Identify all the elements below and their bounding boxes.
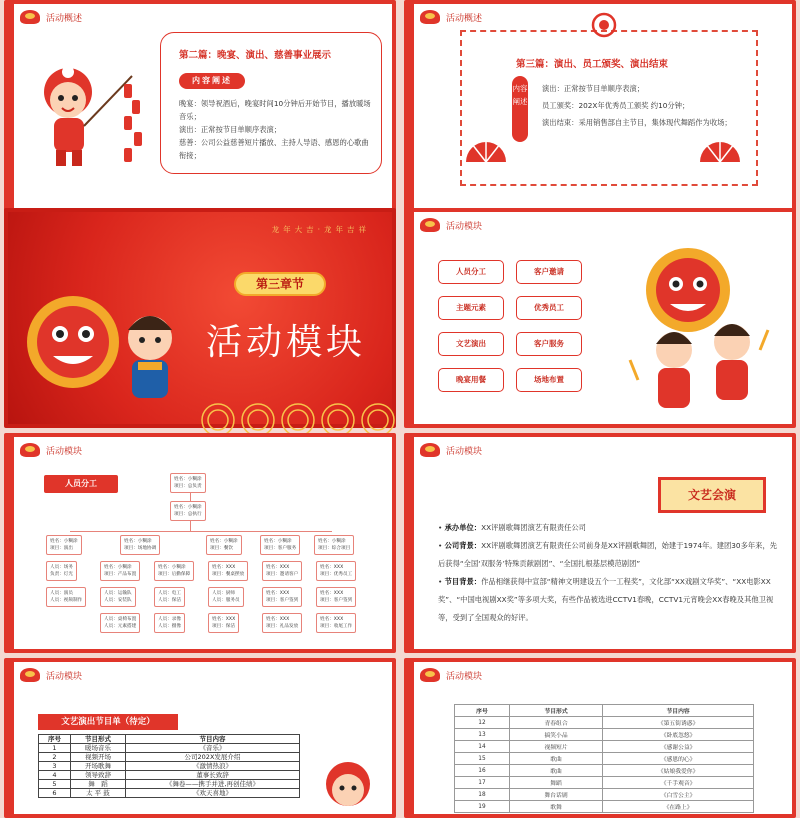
section-title: 第二篇：晚宴、演出、慈善事业展示 — [179, 50, 332, 61]
slide-6[interactable] — [404, 433, 796, 653]
table-cell: 13 — [455, 729, 510, 741]
table-row — [39, 744, 300, 753]
slide-header — [20, 10, 82, 24]
table-row — [455, 789, 754, 801]
table-cell: 开场歌舞 — [70, 762, 125, 771]
program-table — [454, 704, 754, 813]
program-title: 文艺演出节目单（待定） — [38, 714, 178, 730]
org-line: 项目：餐桌摆放 — [212, 572, 245, 577]
accent-strip — [8, 4, 14, 216]
org-line: 人员：安装队 — [104, 598, 132, 603]
module-button[interactable]: 主题元素 — [438, 296, 504, 320]
table-row — [39, 762, 300, 771]
org-node — [316, 587, 356, 607]
org-line: 项目：邀请客户 — [266, 572, 299, 577]
papercut-fan-right-icon — [698, 134, 742, 164]
org-line: 项目：后勤保障 — [158, 572, 191, 577]
header-label: 活动概述 — [446, 13, 483, 24]
table-cell: 《舞卷——携手并进,再创佳绩》 — [125, 780, 299, 789]
table-row — [455, 729, 754, 741]
table-cell: 6 — [39, 789, 71, 798]
slide-8[interactable] — [404, 658, 796, 818]
table-header: 节目内容 — [125, 735, 299, 744]
module-button[interactable]: 场地布置 — [516, 368, 582, 392]
org-line: 项目：客户签到 — [320, 598, 353, 603]
org-node — [208, 587, 244, 607]
company-info — [438, 519, 782, 627]
org-node — [208, 613, 239, 633]
lion-head-icon — [420, 10, 440, 24]
org-line: 项目：礼品发放 — [266, 624, 299, 629]
table-cell: 歌舞 — [509, 801, 602, 813]
org-node-top — [170, 473, 206, 493]
org-line: 人员：摄像 — [158, 624, 181, 629]
org-line: 项目：收尾工作 — [320, 624, 353, 629]
table-cell: 公司202X发展介绍 — [125, 753, 299, 762]
table-row — [455, 765, 754, 777]
info-label: 节目背景： — [444, 577, 482, 586]
org-node — [100, 561, 140, 581]
motto-text: 龙年大吉·龙年吉祥 — [271, 225, 370, 234]
org-line: 项目：客户签到 — [266, 598, 299, 603]
org-line: 人员：运输队 — [104, 591, 132, 596]
table-cell: 《姑娘我爱你》 — [603, 765, 754, 777]
org-node — [100, 613, 140, 633]
table-header: 节目形式 — [509, 705, 602, 717]
org-line: 姓名：小糊涂 — [104, 565, 132, 570]
table-cell: 歌曲 — [509, 753, 602, 765]
org-node — [100, 587, 136, 607]
org-node — [206, 535, 242, 555]
slide-header — [420, 10, 482, 24]
org-node — [314, 535, 354, 555]
lion-head-icon — [20, 10, 40, 24]
slide-header — [20, 443, 82, 457]
table-cell: 《第五街诱惑》 — [603, 717, 754, 729]
org-line: 项目：保洁 — [212, 624, 235, 629]
table-row — [39, 789, 300, 798]
lion-head-icon — [420, 218, 440, 232]
org-line: 姓名：XXX — [266, 565, 290, 570]
table-header: 节目形式 — [70, 735, 125, 744]
module-button[interactable]: 人员分工 — [438, 260, 504, 284]
slide-header — [20, 668, 82, 682]
module-button[interactable]: 文艺演出 — [438, 332, 504, 356]
org-line: 项目：场地协调 — [124, 546, 157, 551]
lion-dance-children-illustration — [608, 240, 788, 420]
org-node-mid — [170, 501, 206, 521]
header-label: 活动模块 — [446, 221, 483, 232]
table-cell: 暖场音乐 — [70, 744, 125, 753]
org-line: 姓名：XXX — [266, 617, 290, 622]
table-cell: 12 — [455, 717, 510, 729]
chapter-title: 活动模块 — [206, 322, 367, 363]
org-line: 人员：厨师 — [212, 591, 235, 596]
slide-7[interactable] — [4, 658, 396, 818]
table-row — [455, 717, 754, 729]
module-button[interactable]: 优秀员工 — [516, 296, 582, 320]
header-label: 活动模块 — [446, 671, 483, 682]
org-node — [154, 587, 185, 607]
table-header-row — [39, 735, 300, 744]
accent-strip — [8, 662, 14, 814]
chapter-badge: 第三章节 — [234, 272, 326, 296]
table-cell: 《欢天喜地》 — [125, 789, 299, 798]
papercut-fan-left-icon — [464, 134, 508, 164]
org-line: 人员：保洁 — [158, 598, 181, 603]
table-cell: 《在路上》 — [603, 801, 754, 813]
table-cell: 《音乐》 — [125, 744, 299, 753]
info-item: • 节目背景：作品相继获得中宣部“精神文明建设五个一工程奖”，文化部“XX戏剧文华奖”、“XX电影XX奖”、“中国电视剧XX奖”等多项大奖，有些作品被选进CCTV1春晚，CCTV1元宵晚会XX春晚及其他卫视等，受到了全国观众的好评。 — [438, 577, 774, 622]
accent-strip — [408, 212, 414, 424]
org-line: 姓名：小糊涂 — [318, 539, 346, 544]
slide-1[interactable] — [4, 0, 396, 220]
info-text: XX评剧歌舞团演艺有限责任公司前身是XX评剧歌舞团，始建于1974年。建团30多年来，先后获得“全国‘双服务’特殊贡献剧团”、“全国扎根基层模范剧团” — [438, 541, 778, 568]
papercut-medallion-icon — [584, 12, 624, 38]
table-cell: 15 — [455, 753, 510, 765]
org-line: 人员：演员 — [50, 591, 73, 596]
table-cell: 《感恩的心》 — [603, 753, 754, 765]
table-cell: 舞 蹈 — [70, 780, 125, 789]
org-line: 姓名：小糊涂 — [158, 565, 186, 570]
table-cell: 歌曲 — [509, 765, 602, 777]
org-node — [154, 613, 185, 633]
header-label: 活动模块 — [46, 671, 83, 682]
table-cell: 《白雪公主》 — [603, 789, 754, 801]
table-row — [455, 801, 754, 813]
table-cell: 视频开场 — [70, 753, 125, 762]
content-box — [160, 32, 382, 174]
org-line: 姓名：XXX — [320, 591, 344, 596]
table-cell: 舞台话剧 — [509, 789, 602, 801]
table-cell: 5 — [39, 780, 71, 789]
org-line: 项目：总负责 — [174, 484, 202, 489]
table-row — [455, 741, 754, 753]
section-title: 第三篇：演出、员工颁奖、演出结束 — [516, 59, 669, 70]
content-line: 演出结束：采用销售部自主节目，集体现代舞蹈作为收场； — [542, 118, 732, 127]
org-line: 人员：场务 — [50, 565, 73, 570]
org-line: 姓名：XXX — [212, 565, 236, 570]
table-cell: 18 — [455, 789, 510, 801]
module-button[interactable]: 晚宴用餐 — [438, 368, 504, 392]
title-plaque: 文艺会演 — [658, 477, 766, 513]
org-node — [260, 535, 300, 555]
table-cell: 14 — [455, 741, 510, 753]
org-line: 项目：优秀员工 — [320, 572, 353, 577]
org-line: 项目：总执行 — [174, 512, 202, 517]
table-cell: 2 — [39, 753, 71, 762]
org-line: 人员：元素搭建 — [104, 624, 137, 629]
org-line: 人员：录像 — [158, 617, 181, 622]
content-line: 员工颁奖：202X年优秀员工颁奖 约10分钟； — [542, 101, 690, 110]
org-line: 人员：电工 — [158, 591, 181, 596]
content-pill: 内容阐述 — [512, 76, 528, 142]
org-node — [46, 535, 82, 555]
content-lines — [542, 80, 732, 131]
slide-5[interactable] — [4, 433, 396, 653]
org-line: 姓名：XXX — [320, 565, 344, 570]
table-cell: 《卧底忽悠》 — [603, 729, 754, 741]
header-label: 活动模块 — [446, 446, 483, 457]
org-line: 姓名：小糊涂 — [124, 539, 152, 544]
header-label: 活动模块 — [46, 446, 83, 457]
table-cell: 青春组合 — [509, 717, 602, 729]
content-pill: 内容阐述 — [179, 73, 245, 89]
module-button[interactable]: 客户邀请 — [516, 260, 582, 284]
info-label: 承办单位： — [444, 523, 482, 532]
org-node — [46, 587, 86, 607]
section-ribbon: 人员分工 — [44, 475, 118, 493]
org-line: 人员：服务员 — [212, 598, 240, 603]
slide-header — [420, 218, 482, 232]
lion-head-icon — [20, 443, 40, 457]
table-cell: 4 — [39, 771, 71, 780]
info-item: • 公司背景：XX评剧歌舞团演艺有限责任公司前身是XX评剧歌舞团，始建于1974年。建团30多年来，先后获得“全国‘双服务’特殊贡献剧团”、“全国扎根基层模范剧团” — [438, 541, 778, 568]
org-connector — [70, 531, 332, 532]
table-cell: 《千手观音》 — [603, 777, 754, 789]
org-line: 姓名：XXX — [266, 591, 290, 596]
table-cell: 舞蹈 — [509, 777, 602, 789]
org-node — [316, 561, 356, 581]
auspicious-clouds-decoration — [8, 384, 400, 424]
slide-header — [420, 668, 482, 682]
table-cell: 16 — [455, 765, 510, 777]
module-button-grid — [438, 260, 582, 392]
info-label: 公司背景： — [444, 541, 482, 550]
lion-head-icon — [20, 668, 40, 682]
info-text: 作品相继获得中宣部“精神文明建设五个一工程奖”，文化部“XX戏剧文华奖”、“XX电影XX奖”、“中国电视剧XX奖”等多项大奖，有些作品被选进CCTV1春晚，CCTV1元宵晚会XX春晚及其他卫视等，受到了全国观众的好评。 — [438, 577, 774, 622]
org-line: 负责：灯光 — [50, 572, 73, 577]
org-line: 姓名：XXX — [212, 617, 236, 622]
info-text: XX评剧歌舞团演艺有限责任公司 — [481, 523, 586, 532]
table-cell: 3 — [39, 762, 71, 771]
org-line: 姓名：XXX — [320, 617, 344, 622]
table-cell: 董事长致辞 — [125, 771, 299, 780]
org-line: 人员：视频制作 — [50, 598, 83, 603]
org-node — [316, 613, 356, 633]
accent-strip — [408, 437, 414, 649]
table-cell: 1 — [39, 744, 71, 753]
org-node — [46, 561, 77, 581]
org-line: 项目：餐饮 — [210, 546, 233, 551]
org-line: 项目：产品布置 — [104, 572, 137, 577]
org-node — [262, 587, 302, 607]
org-line: 姓名：小糊涂 — [210, 539, 238, 544]
lion-head-icon — [420, 443, 440, 457]
header-label: 活动概述 — [46, 13, 83, 24]
slide-2[interactable] — [404, 0, 796, 220]
table-cell: 《感谢公益》 — [603, 741, 754, 753]
org-line: 项目：演出 — [50, 546, 73, 551]
slide-4[interactable] — [404, 208, 796, 428]
table-cell: 19 — [455, 801, 510, 813]
slide-header — [420, 443, 482, 457]
program-table — [38, 734, 300, 798]
slide-3[interactable] — [4, 208, 396, 428]
org-line: 项目：客户服务 — [264, 546, 297, 551]
accent-strip — [408, 4, 414, 216]
org-line: 项目：综合项目 — [318, 546, 351, 551]
content-line: 演出：正常按节目单顺序表演； — [542, 84, 645, 93]
module-button[interactable]: 客户服务 — [516, 332, 582, 356]
child-illustration — [308, 754, 388, 814]
table-header: 节目内容 — [603, 705, 754, 717]
lion-head-icon — [420, 668, 440, 682]
table-cell: 领导致辞 — [70, 771, 125, 780]
accent-strip — [408, 662, 414, 814]
org-node — [262, 561, 302, 581]
table-cell: 搞笑小品 — [509, 729, 602, 741]
content-lines — [179, 97, 371, 162]
table-cell: 视频短片 — [509, 741, 602, 753]
accent-strip — [8, 437, 14, 649]
org-line: 姓名：小糊涂 — [264, 539, 292, 544]
org-node — [120, 535, 160, 555]
org-line: 姓名：小糊涂 — [174, 477, 202, 482]
info-item: • 承办单位：XX评剧歌舞团演艺有限责任公司 — [438, 523, 586, 532]
table-cell: 17 — [455, 777, 510, 789]
org-line: 姓名：小糊涂 — [174, 505, 202, 510]
org-node — [208, 561, 248, 581]
table-row — [39, 780, 300, 789]
org-node — [262, 613, 302, 633]
child-with-firecrackers-illustration — [28, 54, 158, 184]
content-line: 演出：正常按节目单顺序表演； — [179, 125, 282, 134]
content-line: 慈善：公司公益慈善短片播放、主持人导语、感恩的心歌曲衔接； — [179, 138, 369, 160]
table-row — [39, 753, 300, 762]
table-cell: 太 平 鼓 — [70, 789, 125, 798]
org-line: 人员：桌椅布置 — [104, 617, 137, 622]
table-header: 序号 — [39, 735, 71, 744]
table-row — [39, 771, 300, 780]
content-line: 晚宴：领导祝酒后，晚宴时间10分钟后开始节目，播放暖场音乐； — [179, 99, 371, 121]
table-header: 序号 — [455, 705, 510, 717]
table-cell: 《激情热浪》 — [125, 762, 299, 771]
table-row — [455, 753, 754, 765]
org-line: 姓名：小糊涂 — [50, 539, 78, 544]
table-row — [455, 777, 754, 789]
table-header-row — [455, 705, 754, 717]
org-node — [154, 561, 194, 581]
